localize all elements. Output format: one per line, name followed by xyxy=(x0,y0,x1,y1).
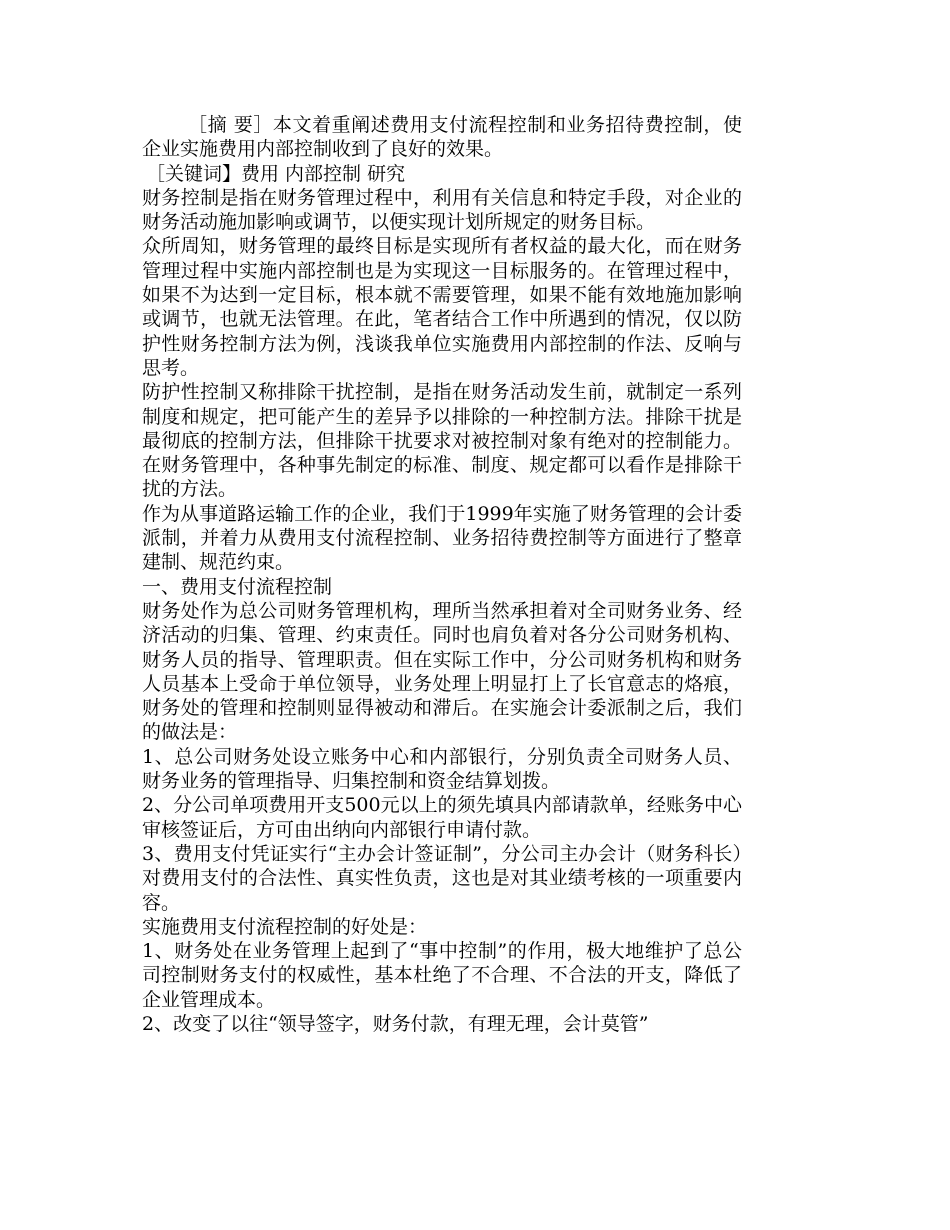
section-heading: 一、费用支付流程控制 xyxy=(142,575,333,598)
list-item: 3、费用支付凭证实行“主办会计签证制”，分公司主办会计（财务科长）对费用支付的合法性、真实性负责，这也是对其业绩考核的一项重要内容。 xyxy=(142,842,742,914)
keywords-line: ［关键词】费用 内部控制 研究 xyxy=(146,162,406,185)
abstract-paragraph: ［摘 要］本文着重阐述费用支付流程控制和业务招待费控制，使企业实施费用内部控制收到了良好的效果。 xyxy=(142,114,742,161)
body-paragraph: 众所周知，财务管理的最终目标是实现所有者权益的最大化，而在财务管理过程中实施内部控制也是为实现这一目标服务的。在管理过程中，如果不为达到一定目标，根本就不需要管理，如果不能有效地施加影响或调节，也就无法管理。在此，笔者结合工作中所遇到的情况，仅以防护性财务控制方法为例，浅谈我单位实施费用内部控制的作法、反响与思考。 xyxy=(142,235,742,379)
body-paragraph: 防护性控制又称排除干扰控制，是指在财务活动发生前，就制定一系列制度和规定，把可能产生的差异予以排除的一种控制方法。排除干扰是最彻底的控制方法，但排除干扰要求对被控制对象有绝对的控制能力。在财务管理中，各种事先制定的标准、制度、规定都可以看作是排除干扰的方法。 xyxy=(142,381,742,501)
document-body xyxy=(142,113,742,1036)
body-paragraph: 财务处作为总公司财务管理机构，理所当然承担着对全司财务业务、经济活动的归集、管理、约束责任。同时也肩负着对各分公司财务机构、财务人员的指导、管理职责。但在实际工作中，分公司财务机构和财务人员基本上受命于单位领导，业务处理上明显打上了长官意志的烙痕，财务处的管理和控制则显得被动和滞后。在实施会计委派制之后，我们的做法是： xyxy=(142,599,742,744)
body-paragraph: 财务控制是指在财务管理过程中，利用有关信息和特定手段，对企业的财务活动施加影响或调节，以便实现计划所规定的财务目标。 xyxy=(142,186,742,234)
list-item: 2、分公司单项费用开支500元以上的须先填具内部请款单，经账务中心审核签证后，方可由出纳向内部银行申请付款。 xyxy=(142,794,742,841)
list-item: 1、总公司财务处设立账务中心和内部银行，分别负责全司财务人员、财务业务的管理指导、归集控制和资金结算划拨。 xyxy=(142,745,742,793)
list-item: 2、改变了以往“领导签字，财务付款，有理无理，会计莫管” xyxy=(142,1012,649,1035)
body-paragraph: 实施费用支付流程控制的好处是： xyxy=(142,915,428,938)
body-paragraph: 作为从事道路运输工作的企业，我们于1999年实施了财务管理的会计委派制，并着力从费用支付流程控制、业务招待费控制等方面进行了整章建制、规范约束。 xyxy=(142,502,742,574)
list-item: 1、财务处在业务管理上起到了“事中控制”的作用，极大地维护了总公司控制财务支付的权威性，基本杜绝了不合理、不合法的开支，降低了企业管理成本。 xyxy=(142,940,742,1011)
